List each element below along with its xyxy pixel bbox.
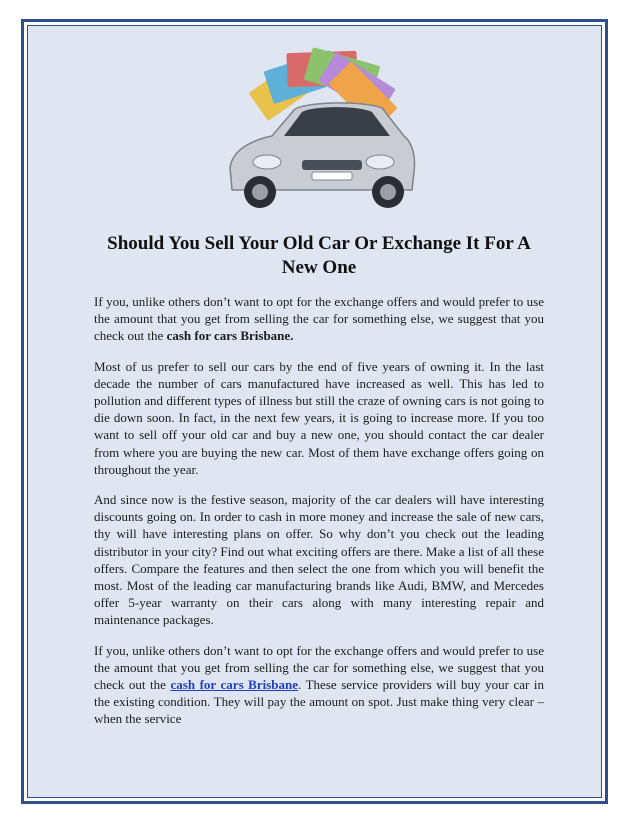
car-with-banknotes-illustration bbox=[212, 40, 422, 220]
paragraph-ownership: Most of us prefer to sell our cars by the end of five years of owning it. In the last decade the number of cars manufactured have increased as well. This has led to pollution and different types of illness but still the craze of owning cars is not going to die down soon. In fact, in the next few years, it is going to increase more. If you too want to sell off your old car and buy a new one, you should contact the car dealer from where you are buying the new car. Most of them have exchange offers going on throughout the year. bbox=[94, 358, 544, 477]
document-body bbox=[94, 40, 544, 741]
paragraph-intro bbox=[94, 293, 544, 345]
car-icon bbox=[230, 103, 415, 208]
paragraph-cash-after: . These service providers will buy your car in the existing condition. They will pay the amount on spot. Just make thing very clear – when the service bbox=[94, 677, 544, 727]
paragraph-intro-bold: cash for cars Brisbane. bbox=[166, 328, 294, 344]
cash-for-cars-link[interactable]: cash for cars Brisbane bbox=[170, 677, 299, 693]
paragraph-intro-text: If you, unlike others don’t want to opt for the exchange offers and would prefer to use the amount that you get from selling the car for something else, we suggest that you check out the bbox=[94, 294, 544, 344]
hero-image bbox=[94, 40, 544, 220]
paragraph-cash-for-cars bbox=[94, 642, 544, 728]
page-title: Should You Sell Your Old Car Or Exchange It For A New One bbox=[107, 233, 531, 278]
paragraph-festive-season: And since now is the festive season, majority of the car dealers will have interesting discounts going on. In order to cash in more money and increase the sale of new cars, thy will have interesting plans on offer. So why don’t you check out the leading distributor in your city? Find out what exciting offers are there. Make a list of all these offers. Compare the features and then select the one from which you will benefit the most. Most of the leading car manufacturing brands like Audi, BMW, and Mercedes offer 5-year warranty on their cars along with many interesting repair and maintenance packages. bbox=[94, 492, 544, 628]
paragraph-cash-before: If you, unlike others don’t want to opt for the exchange offers and would prefer to use the amount that you get from selling the car for something else, we suggest that you check out the bbox=[94, 642, 544, 693]
